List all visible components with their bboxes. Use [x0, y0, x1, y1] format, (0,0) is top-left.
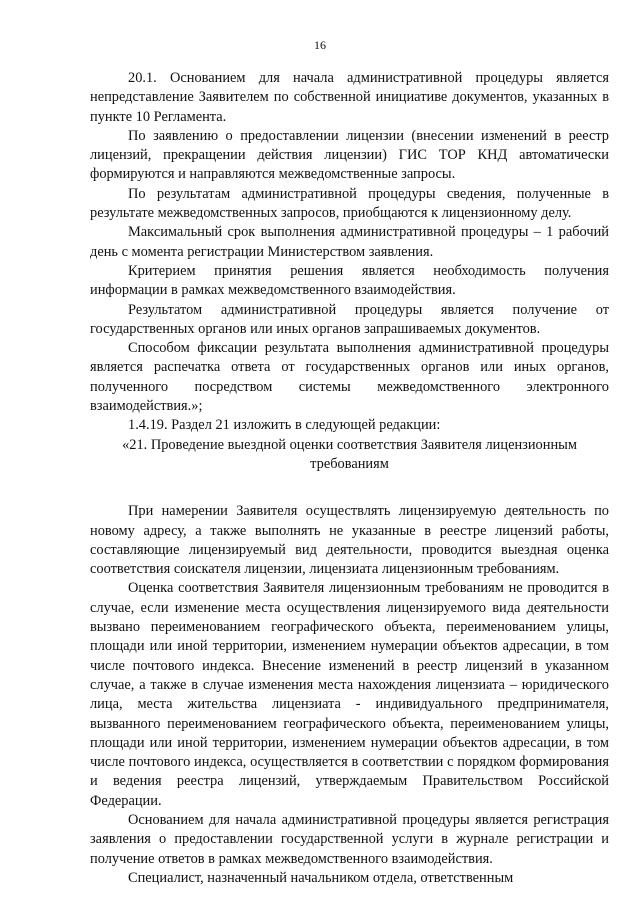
- heading-spacer: [90, 474, 609, 502]
- paragraph-procedure-basis: Основанием для начала административной процедуры является регистрация заявления о предоставлении государственной услуги в журнале регистрации и получение ответов в рамках межведомственного взаимодействия.: [90, 811, 609, 867]
- paragraph-specialist: Специалист, назначенный начальником отдела, ответственным: [128, 869, 514, 886]
- page-number: 16: [314, 38, 326, 52]
- document-body: [90, 69, 609, 888]
- paragraph-20-1: 20.1. Основанием для начала административной процедуры является непредставление Заявителем по собственной инициативе документов, указанных в пункте 10 Регламента.: [90, 70, 609, 125]
- paragraph-max-duration: Максимальный срок выполнения административной процедуры – 1 рабочий день с момента регистрации Министерством заявления.: [90, 224, 609, 260]
- paragraph-amendment-1-4-19: 1.4.19. Раздел 21 изложить в следующей редакции:: [128, 417, 441, 434]
- paragraph-interagency-requests: По заявлению о предоставлении лицензии (внесении изменений в реестр лицензий, прекращении действия лицензии) ГИС ТОР КНД автоматически формируются и направляются межведомственные запросы.: [90, 127, 609, 183]
- paragraph-new-address: При намерении Заявителя осуществлять лицензируемую деятельность по новому адресу, а также выполнять не указанные в реестре лицензий работы, составляющие лицензируемый вид деятельности, проводится выездная оценка соответствия соискателя лицензии, лицензиата лицензионным требованиям.: [90, 503, 609, 578]
- paragraph-fixation-method: Способом фиксации результата выполнения административной процедуры является распечатка ответа от государственных органов или иных органов, полученного посредством системы межведомственного электронного взаимодействия.»;: [90, 340, 609, 415]
- section-21-heading: «21. Проведение выездной оценки соответствия Заявителя лицензионным требованиям: [122, 436, 577, 472]
- paragraph-decision-criterion: Критерием принятия решения является необходимость получения информации в рамках межведомственного взаимодействия.: [90, 262, 609, 299]
- paragraph-assessment-exemption: Оценка соответствия Заявителя лицензионным требованиям не проводится в случае, если изменение места осуществления лицензируемого вида деятельности вызвано переименованием географического объекта, переименованием улицы, площади или иной территории, изменением нумерации объектов адресации, в том числе почтового индекса. Внесение изменений в реестр лицензий в указанном случае, а также в случае изменения места нахождения лицензиата – юридического лица, места жительства лицензиата - индивидуального предпринимателя, вызванного переименованием географического объекта, переименованием улицы, площади или иной территории, изменением нумерации объектов адресации, в том числе почтового индекса, осуществляется в соответствии с порядком формирования и ведения реестра лицензий, утверждаемым Правительством Российской Федерации.: [90, 580, 609, 809]
- paragraph-procedure-results: По результатам административной процедуры сведения, полученные в результате межведомственных запросов, приобщаются к лицензионному делу.: [90, 185, 609, 222]
- paragraph-procedure-result: Результатом административной процедуры является получение от государственных органов или иных органов запрашиваемых документов.: [90, 301, 609, 337]
